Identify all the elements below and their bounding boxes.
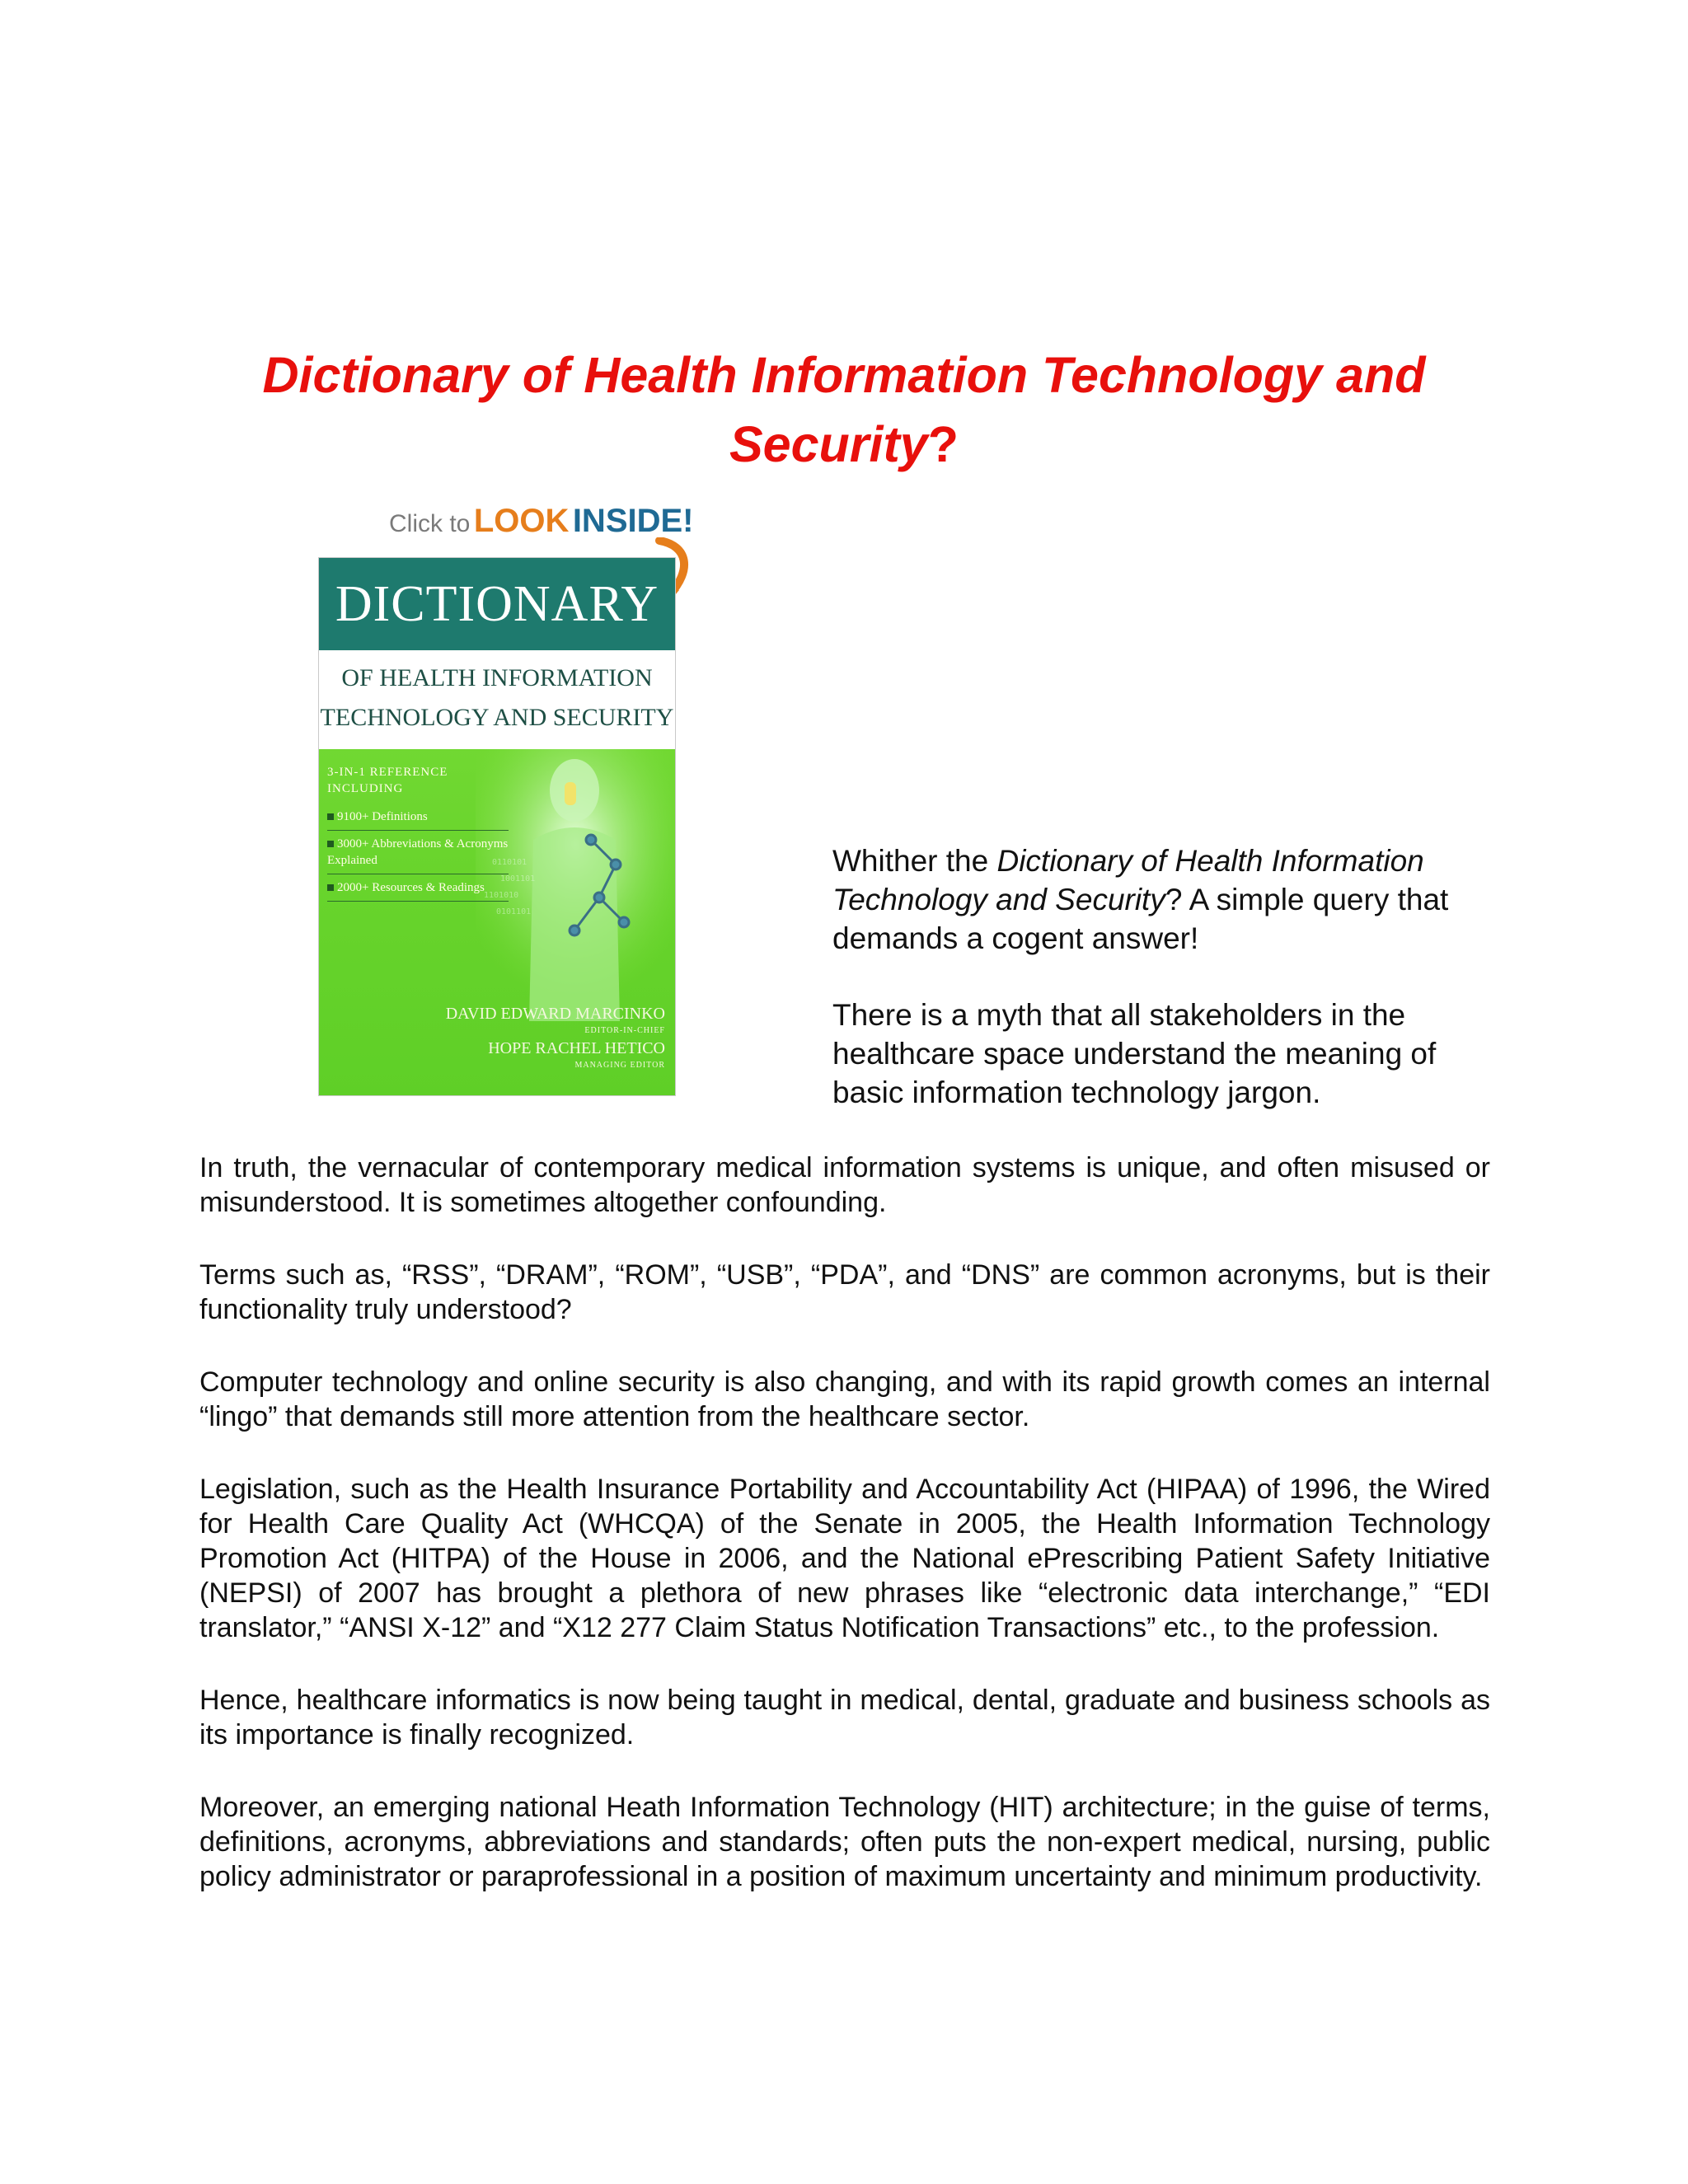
body-paragraph: Moreover, an emerging national Heath Information Technology (HIT) architecture; in the guise of terms, definitions, acronyms, abbreviations and standards; often puts the non-expert medical, nursing, public policy administrator or paraprofessional in a position of maximum uncertainty and minimum productivity. <box>199 1792 1490 1892</box>
intro-text <box>832 841 1492 1150</box>
look-inside-click: Click to <box>389 510 471 537</box>
cover-list-head-line2: INCLUDING <box>327 782 404 795</box>
svg-text:1001101: 1001101 <box>500 874 536 883</box>
cover-author2-role: MANAGING EDITOR <box>574 1061 665 1070</box>
intro-p1-post: ? A simple query that demands a cogent answer! <box>832 883 1449 955</box>
look-inside-look: LOOK <box>473 503 570 539</box>
cover-list-head-line1: 3-IN-1 REFERENCE <box>327 766 448 779</box>
book-cover-figure[interactable] <box>313 494 725 1096</box>
cover-list-head <box>327 764 509 797</box>
bullet-icon <box>327 884 334 891</box>
cover-feature-list <box>327 764 509 907</box>
cover-author1: DAVID EDWARD MARCINKO <box>445 1005 665 1023</box>
title-text: Dictionary of Health Information Technology and Security <box>262 346 1426 472</box>
look-inside-banner[interactable] <box>389 503 694 540</box>
cover-list-item-text: 9100+ Definitions <box>337 810 428 823</box>
cover-subtitle-line2: TECHNOLOGY AND SECURITY <box>320 704 674 731</box>
svg-text:0110101: 0110101 <box>492 858 528 867</box>
page-title <box>181 340 1507 479</box>
title-punct: ? <box>927 415 959 472</box>
svg-text:0101101: 0101101 <box>496 907 532 916</box>
body-paragraph: Computer technology and online security is also changing, and with its rapid growth comes an internal “lingo” that demands still more attention from the healthcare sector. <box>199 1366 1490 1432</box>
body-paragraph: Hence, healthcare informatics is now being taught in medical, dental, graduate and business schools as its importance is finally recognized. <box>199 1685 1490 1750</box>
cover-subtitle-line1: OF HEALTH INFORMATION <box>341 664 653 691</box>
body-paragraph: Legislation, such as the Health Insurance Portability and Accountability Act (HIPAA) of 1996, the Wired for Health Care Quality Act (WHCQA) of the Senate in 2005, the Health Information Technology Promotion Act (HITPA) of the House in 2006, and the National ePrescribing Patient Safety Initiative (NEPSI) of 2007 has brought a plethora of new phrases like “electronic data interchange,” “EDI translator,” “ANSI X-12” and “X12 277 Claim Status Notification Transactions” etc., to the profession. <box>199 1474 1490 1643</box>
body-paragraph: Terms such as, “RSS”, “DRAM”, “ROM”, “USB”, “PDA”, and “DNS” are common acronyms, but is their functionality truly understood? <box>199 1259 1490 1325</box>
cover-list-item-text: 2000+ Resources & Readings <box>337 881 485 894</box>
bullet-icon <box>327 841 334 847</box>
cover-authors <box>319 1003 665 1072</box>
cover-author2: HOPE RACHEL HETICO <box>488 1039 665 1057</box>
book-cover <box>318 557 676 1096</box>
intro-paragraph-2: There is a myth that all stakeholders in the healthcare space understand the meaning of basic information technology jargon. <box>832 998 1437 1109</box>
look-inside-inside: INSIDE! <box>572 503 694 539</box>
cover-list-item <box>327 879 509 902</box>
intro-p1-pre: Whither the <box>832 844 997 878</box>
body-paragraph: In truth, the vernacular of contemporary medical information systems is unique, and often misused or misunderstood. It is sometimes altogether confounding. <box>199 1152 1490 1218</box>
cover-list-item-text: 3000+ Abbreviations & Acronyms Explained <box>327 837 509 867</box>
cover-list-item <box>327 836 509 874</box>
cover-title-band: DICTIONARY <box>319 558 675 650</box>
intro-paragraph-1 <box>832 841 1492 958</box>
cover-list-item <box>327 808 509 831</box>
bullet-icon <box>327 813 334 820</box>
svg-text:1101010: 1101010 <box>484 891 519 900</box>
cover-author1-role: EDITOR-IN-CHIEF <box>584 1026 665 1035</box>
intro-p1-italic: Dictionary of Health Information Technology and Security <box>832 844 1424 916</box>
cover-subtitle <box>319 658 675 738</box>
body-text <box>199 1151 1490 1932</box>
